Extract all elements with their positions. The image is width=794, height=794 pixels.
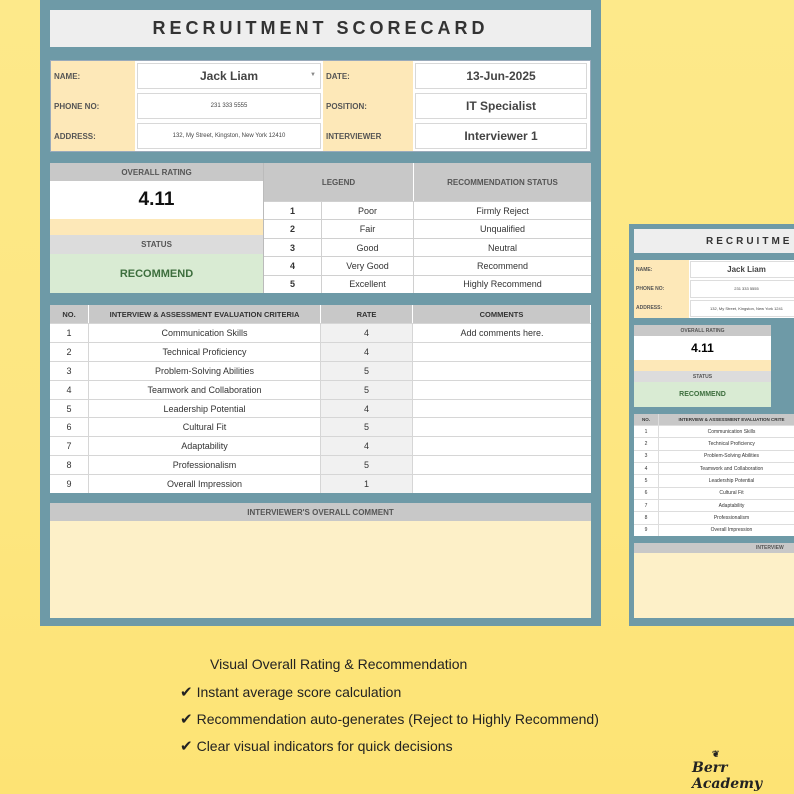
comment-cell[interactable] bbox=[413, 456, 591, 474]
rate-cell[interactable]: 5 bbox=[321, 381, 413, 399]
criteria-name: Communication Skills bbox=[89, 324, 321, 342]
chevron-down-icon[interactable]: ▼ bbox=[310, 72, 316, 78]
col-no-header: NO. bbox=[50, 305, 89, 323]
preview-name-value: Jack Liam bbox=[690, 261, 794, 278]
preview-row-number: 9 bbox=[634, 525, 659, 536]
overall-comment-section bbox=[50, 503, 591, 618]
preview-row-number: 8 bbox=[634, 512, 659, 523]
list-item bbox=[634, 425, 794, 437]
row-number: 7 bbox=[50, 437, 89, 455]
row-number: 1 bbox=[50, 324, 89, 342]
overall-rating-value: 4.11 bbox=[138, 189, 175, 210]
list-item bbox=[634, 437, 794, 449]
table-row bbox=[50, 399, 591, 418]
rating-band bbox=[50, 219, 263, 235]
criteria-name: Adaptability bbox=[89, 437, 321, 455]
criteria-name: Problem-Solving Abilities bbox=[89, 362, 321, 380]
list-item bbox=[634, 474, 794, 486]
legend-row bbox=[264, 256, 591, 274]
preview-criteria-header bbox=[634, 414, 794, 425]
table-row bbox=[50, 323, 591, 342]
brand-name: Berr Academy bbox=[692, 760, 763, 792]
table-row bbox=[50, 474, 591, 493]
legend-status: Highly Recommend bbox=[463, 279, 542, 290]
interviewer-field[interactable]: Interviewer 1 bbox=[415, 123, 587, 149]
comment-cell[interactable] bbox=[413, 381, 591, 399]
comment-cell[interactable] bbox=[413, 343, 591, 361]
legend-row bbox=[264, 275, 591, 293]
name-label: NAME: bbox=[51, 61, 135, 91]
preview-row-number: 2 bbox=[634, 438, 659, 449]
list-item bbox=[634, 450, 794, 462]
legend-label: Fair bbox=[322, 220, 414, 237]
date-label: DATE: bbox=[323, 61, 413, 91]
preview-no-header: NO. bbox=[634, 414, 659, 425]
rating-legend-section bbox=[50, 163, 591, 293]
overall-comment-area[interactable] bbox=[50, 521, 591, 618]
legend-number: 4 bbox=[264, 257, 322, 274]
checkmark-icon: ✔ bbox=[180, 737, 193, 755]
preview-row-name: Overall Impression bbox=[710, 527, 753, 534]
list-item bbox=[634, 487, 794, 499]
preview-criteria bbox=[634, 414, 794, 536]
preview-name-label: NAME: bbox=[634, 260, 689, 279]
candidate-info bbox=[50, 60, 591, 152]
criteria-name: Cultural Fit bbox=[89, 418, 321, 436]
row-number: 3 bbox=[50, 362, 89, 380]
legend-status: Neutral bbox=[487, 242, 517, 253]
legend-table bbox=[264, 163, 591, 293]
preview-address-label: ADDRESS: bbox=[634, 299, 689, 318]
legend-row bbox=[264, 219, 591, 237]
preview-row-name: Professionalism bbox=[713, 514, 750, 521]
feature-item bbox=[180, 678, 599, 705]
rate-cell[interactable]: 4 bbox=[321, 400, 413, 418]
address-field[interactable]: 132, My Street, Kingston, New York 12410 bbox=[137, 123, 321, 149]
checkmark-icon: ✔ bbox=[180, 683, 193, 701]
preview-status-label: STATUS bbox=[634, 371, 771, 382]
feature-item bbox=[180, 705, 599, 732]
date-field[interactable]: 13-Jun-2025 bbox=[415, 63, 587, 89]
legend-row bbox=[264, 201, 591, 219]
row-number: 2 bbox=[50, 343, 89, 361]
feature-title: Visual Overall Rating & Recommendation bbox=[210, 656, 468, 672]
phone-label: PHONE NO: bbox=[51, 91, 135, 121]
position-field[interactable]: IT Specialist bbox=[415, 93, 587, 119]
criteria-table bbox=[50, 305, 591, 493]
table-row bbox=[50, 455, 591, 474]
scorecard-title: RECRUITMENT SCORECARD bbox=[50, 10, 591, 47]
table-row bbox=[50, 380, 591, 399]
preview-rating bbox=[634, 325, 771, 407]
table-row bbox=[50, 436, 591, 455]
preview-address-value: 132, My Street, Kingston, New York 1241 bbox=[690, 300, 794, 317]
legend-status: Recommend bbox=[476, 260, 529, 271]
preview-row-number: 6 bbox=[634, 488, 659, 499]
preview-row-number: 4 bbox=[634, 463, 659, 474]
name-dropdown[interactable] bbox=[137, 63, 321, 89]
legend-number: 1 bbox=[264, 202, 322, 219]
scorecard-preview bbox=[629, 224, 794, 626]
preview-row-name: Problem-Solving Abilities bbox=[703, 453, 760, 460]
criteria-name: Leadership Potential bbox=[89, 400, 321, 418]
legend-status: Firmly Reject bbox=[476, 205, 529, 216]
col-rate-header: RATE bbox=[321, 305, 413, 323]
preview-row-number: 3 bbox=[634, 451, 659, 462]
rate-cell[interactable]: 5 bbox=[321, 362, 413, 380]
criteria-header-row bbox=[50, 305, 591, 323]
rate-cell[interactable]: 4 bbox=[321, 343, 413, 361]
list-item bbox=[634, 499, 794, 511]
rate-cell[interactable]: 4 bbox=[321, 437, 413, 455]
leaf-icon: ❦ bbox=[712, 750, 720, 760]
preview-comment bbox=[634, 543, 794, 618]
criteria-name: Technical Proficiency bbox=[89, 343, 321, 361]
table-row bbox=[50, 417, 591, 436]
overall-rating-panel bbox=[50, 163, 264, 293]
rate-cell[interactable]: 4 bbox=[321, 324, 413, 342]
row-number: 9 bbox=[50, 475, 89, 493]
overall-comment-header: INTERVIEWER'S OVERALL COMMENT bbox=[50, 503, 591, 521]
legend-number: 2 bbox=[264, 220, 322, 237]
preview-phone-label: PHONE NO: bbox=[634, 279, 689, 298]
comment-cell[interactable] bbox=[413, 418, 591, 436]
legend-status: Unqualified bbox=[479, 224, 526, 235]
preview-rating-band bbox=[634, 360, 771, 371]
position-label: POSITION: bbox=[323, 91, 413, 121]
checkmark-icon: ✔ bbox=[180, 710, 193, 728]
row-number: 5 bbox=[50, 400, 89, 418]
recommendation-status-header: RECOMMENDATION STATUS bbox=[447, 177, 558, 187]
preview-status-badge: RECOMMEND bbox=[634, 382, 771, 407]
col-criteria-header: INTERVIEW & ASSESSMENT EVALUATION CRITERIA bbox=[89, 305, 321, 323]
legend-label: Poor bbox=[322, 202, 414, 219]
preview-criteria-title: INTERVIEW & ASSESSMENT EVALUATION CRITE bbox=[678, 417, 785, 422]
row-number: 4 bbox=[50, 381, 89, 399]
col-comments-header: COMMENTS bbox=[413, 305, 591, 323]
row-number: 8 bbox=[50, 456, 89, 474]
preview-row-name: Adaptability bbox=[718, 502, 745, 509]
criteria-name: Teamwork and Collaboration bbox=[89, 381, 321, 399]
rate-cell[interactable]: 1 bbox=[321, 475, 413, 493]
list-item bbox=[634, 462, 794, 474]
feature-text: Clear visual indicators for quick decisions bbox=[196, 737, 453, 754]
legend-number: 3 bbox=[264, 239, 322, 256]
preview-info bbox=[634, 260, 794, 318]
legend-label: Very Good bbox=[322, 257, 414, 274]
preview-row-number: 5 bbox=[634, 475, 659, 486]
interviewer-label: INTERVIEWER bbox=[323, 121, 413, 151]
list-item bbox=[634, 524, 794, 536]
legend-number: 5 bbox=[264, 276, 322, 293]
comment-cell[interactable] bbox=[413, 362, 591, 380]
feature-text: Recommendation auto-generates (Reject to Highly Recommend) bbox=[196, 710, 599, 727]
address-label: ADDRESS: bbox=[51, 121, 135, 151]
preview-comment-header: INTERVIEW bbox=[634, 543, 794, 553]
comment-cell[interactable] bbox=[413, 400, 591, 418]
overall-rating-label: OVERALL RATING bbox=[50, 163, 263, 181]
table-row bbox=[50, 361, 591, 380]
criteria-name: Professionalism bbox=[89, 456, 321, 474]
list-item bbox=[634, 511, 794, 523]
preview-rating-value: 4.11 bbox=[691, 341, 714, 355]
preview-row-name: Teamwork and Collaboration bbox=[699, 465, 764, 472]
comment-cell[interactable] bbox=[413, 475, 591, 493]
rate-cell[interactable]: 5 bbox=[321, 418, 413, 436]
preview-row-name: Technical Proficiency bbox=[708, 440, 755, 447]
preview-row-number: 1 bbox=[634, 426, 659, 437]
preview-title: RECRUITME bbox=[634, 229, 794, 253]
preview-row-number: 7 bbox=[634, 500, 659, 511]
legend-row bbox=[264, 238, 591, 256]
preview-rating-label: OVERALL RATING bbox=[634, 325, 771, 336]
legend-header-row bbox=[264, 163, 591, 201]
legend-label: Excellent bbox=[322, 276, 414, 293]
preview-row-name: Cultural Fit bbox=[719, 490, 744, 497]
comment-cell[interactable]: Add comments here. bbox=[460, 327, 544, 338]
preview-phone-value: 231 333 5555 bbox=[690, 280, 794, 297]
feature-text: Instant average score calculation bbox=[196, 683, 402, 700]
row-number: 6 bbox=[50, 418, 89, 436]
phone-field[interactable]: 231 333 5555 bbox=[137, 93, 321, 119]
criteria-name: Overall Impression bbox=[89, 475, 321, 493]
scorecard-sheet bbox=[40, 0, 601, 626]
table-row bbox=[50, 342, 591, 361]
rate-cell[interactable]: 5 bbox=[321, 456, 413, 474]
preview-row-name: Leadership Potential bbox=[708, 477, 755, 484]
status-badge: RECOMMEND bbox=[50, 254, 263, 293]
comment-cell[interactable] bbox=[413, 437, 591, 455]
status-label: STATUS bbox=[50, 235, 263, 254]
legend-label: Good bbox=[322, 239, 414, 256]
name-value: Jack Liam bbox=[199, 69, 259, 83]
brand-logo bbox=[692, 750, 794, 792]
legend-header: LEGEND bbox=[264, 163, 414, 201]
feature-list bbox=[180, 656, 599, 759]
preview-row-name: Communication Skills bbox=[707, 428, 756, 435]
feature-item bbox=[180, 732, 599, 759]
